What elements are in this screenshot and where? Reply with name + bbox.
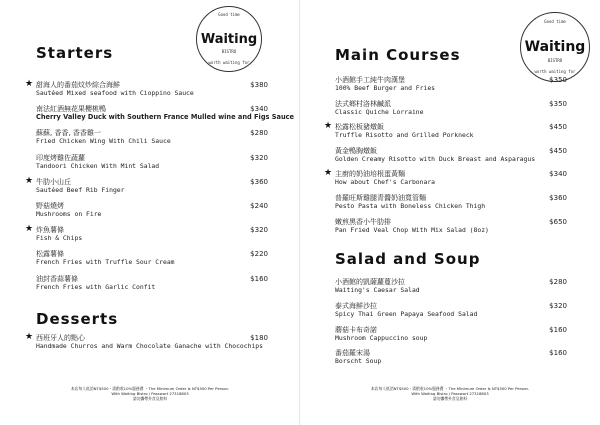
item-name-en: French Fries with Truffle Sour Cream [36, 258, 175, 267]
menu-item [25, 224, 268, 243]
item-name-zh: 印度烤雞佐蔬蘿 [36, 153, 85, 162]
menu-item [324, 121, 567, 140]
item-name-en: 100% Beef Burger and Fries [335, 84, 436, 92]
item-name-en: Sautéed Beef Rib Finger [36, 185, 125, 194]
menu-item [335, 194, 567, 210]
item-name-en: Cherry Valley Duck with Southern France Mulled wine and Figs Sauce [36, 113, 295, 122]
footer-line-2: With Waiting Bistro / Passwort 27318803 [411, 391, 489, 396]
item-name-en: Mushrooms on Fire [36, 210, 102, 218]
logo-mid-text: BISTRO [547, 58, 563, 63]
item-name-en: Pan Fried Veal Chop With Mix Salad (8oz) [335, 225, 489, 234]
logo-bottom-text: worth waiting for [534, 69, 576, 74]
menu-item [335, 100, 567, 116]
item-name-en: Mushroom Cappuccino soup [335, 333, 428, 342]
item-name-en: Tandoori Chicken With Mint Salad [36, 161, 160, 170]
item-name-en: Classic Quiche Lorraine [335, 107, 424, 116]
menu-item [25, 175, 268, 194]
item-name-en: Truffle Risotto and Grilled Porkneck [335, 131, 474, 140]
item-name-en: Golden Creamy Risotto with Duck Breast and Asparagus [335, 154, 536, 163]
item-price: $320 [549, 301, 567, 310]
menu-item [335, 218, 567, 234]
item-name-en: Fried Chicken Wing With Chili Sauce [36, 137, 171, 146]
menu-item [25, 79, 268, 97]
item-price: $340 [250, 105, 268, 114]
menu-item [335, 302, 567, 318]
right-page [300, 0, 600, 425]
item-name-zh: 松露松板豬燉飯 [335, 123, 384, 132]
footer-line-3: 請勿攜帶外食及飲料 [432, 396, 468, 401]
recommended-star-icon: ★ [25, 224, 34, 235]
menu-item [36, 202, 268, 218]
recommended-star-icon: ★ [324, 121, 333, 132]
item-price: $380 [250, 81, 268, 89]
waiting-bistro-logo-right [520, 12, 590, 82]
item-price: $240 [250, 202, 268, 210]
desserts-title: Desserts [36, 310, 119, 328]
item-price: $360 [250, 177, 268, 186]
item-name-zh: 小酒館手工純牛肉漢堡 [335, 76, 405, 84]
footer-line-3: 請勿攜帶外食及飲料 [132, 396, 168, 401]
footer-line-2: With Waiting Bistro / Passwort 27318803 [111, 391, 189, 396]
menu-item [36, 129, 268, 145]
main-courses-title: Main Courses [335, 46, 461, 64]
logo-word: Waiting [524, 39, 586, 55]
item-name-zh: 普羅旺斯雞腿青醬奶油寬管麵 [335, 194, 426, 202]
waiting-bistro-logo [196, 6, 262, 72]
item-name-zh: 嫩煎黑香小牛肋排 [335, 217, 391, 226]
item-name-zh: 油封香蒜薯條 [36, 274, 78, 283]
item-price: $320 [250, 153, 268, 162]
footer-line-1: 本店每人低消NT$500・需酌收10%服務費 ・The Minimum Order Is NT$500 Per Person. [370, 386, 530, 391]
item-name-en: Pesto Pasta with Boneless Chicken Thigh [335, 202, 486, 210]
item-name-zh: 番茄羅宋湯 [335, 349, 370, 358]
item-name-en: Handmade Churros and Warm Chocolate Ganache with Chocochips [36, 342, 264, 350]
logo-mid-text: BISTRO [221, 49, 237, 54]
menu-item [25, 332, 268, 350]
menu-item [36, 154, 268, 170]
item-name-en: French Fries with Garlic Confit [36, 282, 156, 291]
footer-line-1: 本店每人低消NT$500・需酌收10%服務費 ・The Minimum Order Is NT$500 Per Person. [70, 386, 230, 391]
item-name-zh: 小酒館的凱薩蘿蔓沙拉 [335, 278, 405, 286]
item-name-zh: 牛肋小山丘 [36, 177, 71, 186]
menu-item [335, 326, 567, 342]
salad-soup-title: Salad and Soup [335, 250, 481, 268]
item-price: $160 [549, 349, 567, 358]
menu-item [36, 275, 268, 291]
logo-word: Waiting [200, 32, 258, 47]
logo-top-text: Good time [218, 12, 240, 17]
item-name-zh: 炸魚薯條 [36, 226, 64, 235]
item-name-zh: 松露薯條 [36, 250, 64, 259]
item-name-zh: 蘇蘇, 香香, 香香雞一 [36, 129, 101, 138]
recommended-star-icon: ★ [25, 332, 34, 342]
menu-item [335, 278, 567, 294]
item-price: $320 [250, 226, 268, 235]
item-name-en: Waiting's Caesar Salad [335, 286, 420, 294]
item-price: $360 [549, 194, 567, 202]
item-name-zh: 黃金鴨胸燉飯 [335, 146, 377, 155]
item-name-zh: 蘑菇卡布奇諾 [335, 325, 377, 334]
item-name-zh: 法式鄉村洛林鹹派 [335, 99, 391, 108]
menu-item [335, 76, 567, 92]
item-price: $220 [250, 250, 268, 259]
recommended-star-icon: ★ [324, 168, 333, 179]
recommended-star-icon: ★ [25, 175, 34, 186]
recommended-star-icon: ★ [25, 79, 34, 89]
item-price: $650 [549, 217, 567, 226]
item-name-en: Borscht Soup [335, 357, 382, 366]
item-price: $180 [250, 334, 268, 342]
starters-title: Starters [36, 44, 114, 62]
item-price: $340 [549, 170, 567, 179]
logo-top-text: Good time [544, 19, 566, 24]
item-name-en: Spicy Thai Green Papaya Seafood Salad [335, 309, 478, 318]
menu-item [36, 105, 295, 122]
item-price: $160 [250, 274, 268, 283]
item-name-zh: 西班牙人的點心 [36, 334, 85, 342]
item-price: $280 [549, 278, 567, 286]
item-name-zh: 主廚的奶油培根蛋黃麵 [335, 170, 405, 179]
item-price: $280 [250, 129, 268, 138]
right-footer [300, 386, 600, 401]
menu-item [335, 147, 567, 163]
logo-bottom-text: worth waiting for [208, 60, 250, 65]
menu-item [36, 250, 268, 266]
item-name-zh: 野菇燒烤 [36, 202, 64, 210]
item-price: $450 [549, 123, 567, 132]
menu-item [324, 168, 567, 187]
item-price: $350 [549, 76, 567, 84]
item-price: $450 [549, 146, 567, 155]
item-name-zh: 甜海人的番茄炆炒綜合海鮮 [36, 81, 120, 89]
item-name-zh: 泰式海鮮沙拉 [335, 301, 377, 310]
item-name-en: Sautéed Mixed seafood with Cioppino Sauce [36, 89, 194, 97]
item-price: $160 [549, 325, 567, 334]
item-name-en: How about Chef's Carbonara [335, 178, 436, 187]
item-name-zh: 南法紅酒無花果櫻桃鴨 [36, 105, 106, 114]
item-name-en: Fish & Chips [36, 234, 83, 243]
item-price: $350 [549, 99, 567, 108]
left-footer [0, 386, 300, 401]
menu-item [335, 349, 567, 365]
